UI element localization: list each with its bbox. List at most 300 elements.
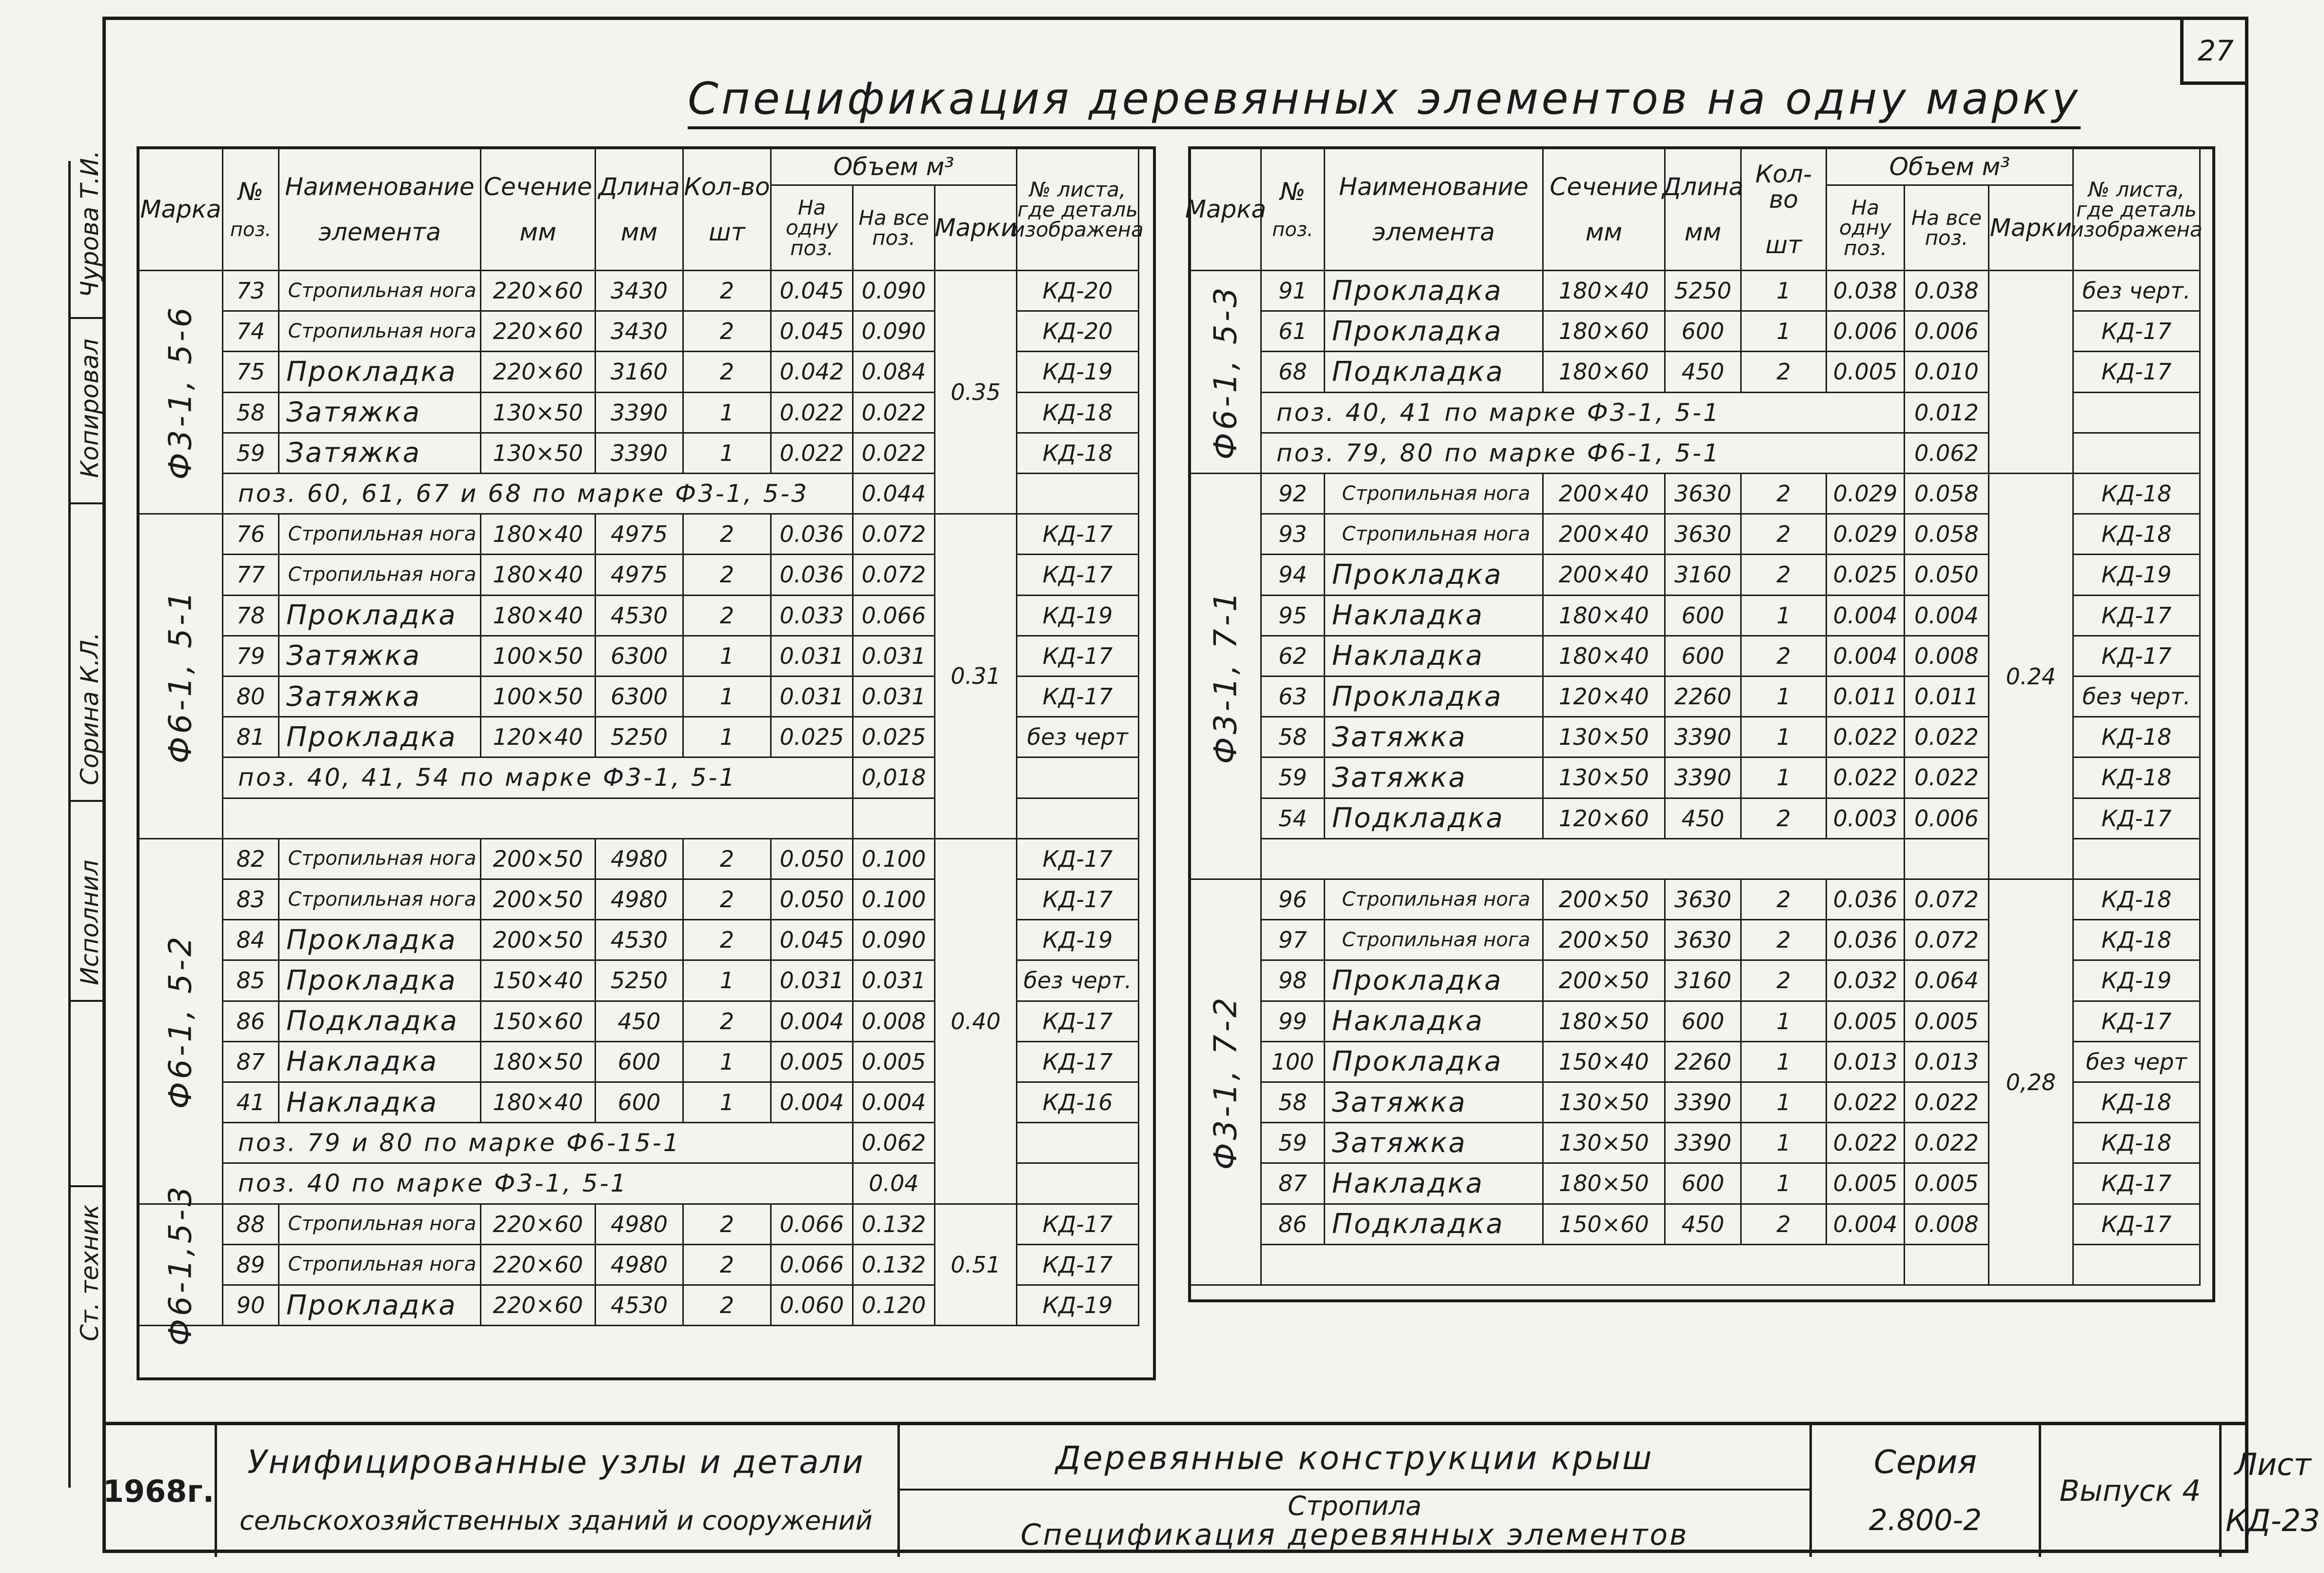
row-sheet-ref: КД-19	[2074, 961, 2201, 1001]
margin-stamp	[68, 150, 105, 1488]
row-vol-all: 0.013	[1905, 1042, 1989, 1083]
row-vol-all: 0.022	[1905, 758, 1989, 798]
row-qty: 2	[684, 596, 772, 637]
row-length: 3390	[1666, 758, 1742, 798]
group-mark	[1191, 880, 1262, 1286]
row-vol-one: 0.050	[772, 880, 854, 920]
row-section: 120×60	[1544, 799, 1666, 839]
row-vol-all: 0.050	[1905, 555, 1989, 596]
row-qty: 1	[1742, 1083, 1827, 1123]
group-volume-mark: 0.31	[935, 515, 1017, 839]
row-vol-all: 0.004	[854, 1083, 935, 1123]
row-name: Прокладка	[279, 961, 481, 1001]
row-vol-all: 0.132	[854, 1245, 935, 1286]
row-section: 150×60	[1544, 1205, 1666, 1245]
header-qty-unit: шт	[1765, 230, 1802, 259]
row-name: Стропильная нога	[279, 1205, 481, 1245]
row-length: 3390	[1666, 1123, 1742, 1164]
row-length: 5250	[596, 717, 684, 758]
row-sheet-ref: КД-18	[2074, 515, 2201, 555]
row-qty: 2	[684, 271, 772, 312]
note-sheet-ref	[2074, 1245, 2201, 1286]
row-sheet-ref: КД-19	[1017, 352, 1139, 393]
row-sheet-ref: КД-17	[2074, 1002, 2201, 1042]
row-sheet-ref: КД-18	[2074, 1123, 2201, 1164]
row-section: 200×50	[481, 839, 596, 880]
row-section: 130×50	[481, 434, 596, 474]
row-section: 200×50	[1544, 880, 1666, 920]
row-vol-all: 0.031	[854, 677, 935, 717]
row-vol-all: 0.031	[854, 961, 935, 1001]
row-pos: 61	[1262, 312, 1325, 352]
row-qty: 1	[684, 393, 772, 434]
row-vol-all: 0.011	[1905, 677, 1989, 717]
row-vol-one: 0.031	[772, 961, 854, 1001]
row-vol-one: 0.038	[1827, 271, 1905, 312]
row-length: 3430	[596, 312, 684, 352]
header-pos	[223, 149, 279, 271]
row-vol-one: 0.036	[1827, 880, 1905, 920]
row-vol-one: 0.022	[1827, 1123, 1905, 1164]
row-name: Стропильная нога	[279, 839, 481, 880]
row-section: 220×60	[481, 1245, 596, 1286]
row-name: Прокладка	[1325, 677, 1544, 717]
row-name: Затяжка	[1325, 1123, 1544, 1164]
row-vol-one: 0.036	[1827, 920, 1905, 961]
row-vol-all: 0.025	[854, 717, 935, 758]
row-section: 180×40	[481, 596, 596, 637]
row-section: 180×50	[1544, 1002, 1666, 1042]
note-sheet-ref	[2074, 434, 2201, 474]
group-volume-mark: 0.40	[935, 839, 1017, 1205]
row-section: 220×60	[481, 352, 596, 393]
row-name: Затяжка	[279, 434, 481, 474]
header-qty-main: Кол-во	[1755, 159, 1812, 214]
row-vol-one: 0.066	[772, 1205, 854, 1245]
row-section: 180×50	[481, 1042, 596, 1083]
row-vol-one: 0.036	[772, 555, 854, 596]
page-title: Спецификация деревянных элементов на одну марку	[688, 73, 2081, 129]
row-name: Затяжка	[1325, 717, 1544, 758]
row-vol-one: 0.005	[772, 1042, 854, 1083]
row-pos: 90	[223, 1286, 279, 1326]
row-length: 2260	[1666, 1042, 1742, 1083]
row-qty: 2	[1742, 555, 1827, 596]
group-mark	[139, 515, 223, 839]
row-section: 220×60	[481, 1286, 596, 1326]
header-section-unit: мм	[1585, 218, 1623, 246]
row-sheet-ref: КД-19	[2074, 555, 2201, 596]
row-pos: 98	[1262, 961, 1325, 1001]
row-section: 150×60	[481, 1002, 596, 1042]
row-pos: 74	[223, 312, 279, 352]
row-qty: 1	[1742, 1042, 1827, 1083]
row-section: 120×40	[1544, 677, 1666, 717]
row-vol-all: 0.031	[854, 637, 935, 677]
row-section: 180×40	[481, 515, 596, 555]
stamp-label: Сорина К.Л.	[76, 632, 104, 785]
row-length: 3630	[1666, 474, 1742, 515]
note-sheet-ref	[1017, 758, 1139, 798]
row-vol-all: 0.006	[1905, 799, 1989, 839]
row-sheet-ref: КД-18	[1017, 434, 1139, 474]
header-sheet-ref: № листа, где деталь изображена	[1017, 149, 1139, 271]
row-length: 3630	[1666, 880, 1742, 920]
group-volume-mark: 0,28	[1989, 880, 2074, 1286]
sheet-number: 27	[2198, 34, 2234, 67]
row-qty: 2	[684, 352, 772, 393]
row-qty: 2	[1742, 961, 1827, 1001]
tb-issue: Выпуск 4	[2039, 1425, 2219, 1557]
note-row: поз. 60, 61, 67 и 68 по марке Ф3-1, 5-3	[223, 474, 854, 515]
row-section: 220×60	[481, 312, 596, 352]
row-qty: 1	[1742, 1002, 1827, 1042]
row-sheet-ref: КД-18	[2074, 920, 2201, 961]
row-sheet-ref: КД-17	[1017, 1042, 1139, 1083]
row-length: 600	[1666, 1002, 1742, 1042]
header-name-main: Наименование	[285, 173, 475, 201]
stamp-label: Чурова Т.И.	[76, 150, 104, 298]
row-qty: 1	[1742, 271, 1827, 312]
header-sheet-ref: № листа, где деталь изображена	[2074, 149, 2201, 271]
header-length-main: Длина	[598, 173, 680, 201]
row-length: 450	[1666, 1205, 1742, 1245]
row-qty: 1	[1742, 596, 1827, 637]
header-qty-main: Кол-во	[684, 173, 770, 201]
row-name: Прокладка	[279, 920, 481, 961]
tb-sheet-value: КД-23	[2225, 1502, 2320, 1538]
row-qty: 2	[1742, 474, 1827, 515]
note-row	[223, 799, 854, 839]
row-vol-all: 0.058	[1905, 474, 1989, 515]
row-vol-one: 0.022	[772, 393, 854, 434]
note-sheet-ref	[1017, 1123, 1139, 1164]
row-vol-all: 0.022	[854, 393, 935, 434]
row-pos: 86	[223, 1002, 279, 1042]
row-qty: 2	[684, 515, 772, 555]
row-sheet-ref: без черт.	[1017, 961, 1139, 1001]
row-qty: 1	[1742, 312, 1827, 352]
row-length: 450	[596, 1002, 684, 1042]
header-volume: Объем м³	[772, 149, 1017, 186]
note-sheet-ref	[1017, 474, 1139, 515]
header-name-sub: элемента	[1372, 218, 1495, 246]
row-length: 3390	[1666, 717, 1742, 758]
group-mark	[139, 839, 223, 1205]
row-section: 180×50	[1544, 1164, 1666, 1204]
row-pos: 63	[1262, 677, 1325, 717]
row-vol-one: 0.003	[1827, 799, 1905, 839]
title-block	[102, 1422, 2320, 1557]
stamp-label: Ст. техник	[76, 1204, 104, 1341]
note-vol-all: 0.04	[854, 1164, 935, 1204]
tb-project-line2: сельскохозяйственных зданий и сооружений	[239, 1505, 873, 1536]
row-section: 200×50	[481, 880, 596, 920]
note-sheet-ref	[2074, 839, 2201, 880]
note-sheet-ref	[1017, 799, 1139, 839]
row-name: Накладка	[1325, 1002, 1544, 1042]
row-vol-all: 0.072	[854, 515, 935, 555]
row-vol-all: 0.084	[854, 352, 935, 393]
note-row: поз. 79 и 80 по марке Ф6-15-1	[223, 1123, 854, 1164]
row-pos: 87	[223, 1042, 279, 1083]
row-length: 4975	[596, 555, 684, 596]
row-vol-all: 0.066	[854, 596, 935, 637]
row-pos: 59	[223, 434, 279, 474]
row-vol-one: 0.011	[1827, 677, 1905, 717]
header-length-unit: мм	[620, 218, 658, 246]
row-pos: 81	[223, 717, 279, 758]
row-length: 3160	[596, 352, 684, 393]
row-section: 100×50	[481, 677, 596, 717]
row-vol-one: 0.006	[1827, 312, 1905, 352]
row-vol-one: 0.004	[1827, 637, 1905, 677]
row-section: 130×50	[481, 393, 596, 434]
row-name: Прокладка	[1325, 1042, 1544, 1083]
row-name: Стропильная нога	[1325, 515, 1544, 555]
row-vol-one: 0.029	[1827, 474, 1905, 515]
row-name: Стропильная нога	[279, 880, 481, 920]
row-pos: 88	[223, 1205, 279, 1245]
row-length: 450	[1666, 799, 1742, 839]
row-vol-one: 0.060	[772, 1286, 854, 1326]
row-sheet-ref: КД-17	[2074, 596, 2201, 637]
row-pos: 91	[1262, 271, 1325, 312]
row-pos: 62	[1262, 637, 1325, 677]
row-section: 200×40	[1544, 474, 1666, 515]
row-name: Подкладка	[1325, 352, 1544, 393]
row-sheet-ref: КД-17	[2074, 352, 2201, 393]
row-section: 220×60	[481, 1205, 596, 1245]
row-qty: 2	[1742, 920, 1827, 961]
row-qty: 2	[1742, 1205, 1827, 1245]
row-vol-all: 0.090	[854, 920, 935, 961]
row-section: 150×40	[481, 961, 596, 1001]
tb-subject: Деревянные конструкции крыш	[1055, 1439, 1654, 1477]
row-vol-one: 0.036	[772, 515, 854, 555]
row-name: Накладка	[279, 1042, 481, 1083]
row-name: Прокладка	[1325, 312, 1544, 352]
row-sheet-ref: КД-17	[1017, 1002, 1139, 1042]
group-mark	[1191, 271, 1262, 474]
row-vol-one: 0.045	[772, 271, 854, 312]
row-name: Стропильная нога	[279, 1245, 481, 1286]
row-pos: 59	[1262, 758, 1325, 798]
note-vol-all: 0.044	[854, 474, 935, 515]
row-vol-all: 0.100	[854, 839, 935, 880]
note-row: поз. 40 по марке Ф3-1, 5-1	[223, 1164, 854, 1204]
header-mark: Марка	[1191, 149, 1262, 271]
row-vol-all: 0.022	[854, 434, 935, 474]
row-length: 4980	[596, 880, 684, 920]
row-vol-one: 0.004	[1827, 596, 1905, 637]
row-vol-one: 0.045	[772, 920, 854, 961]
row-length: 600	[1666, 312, 1742, 352]
row-qty: 2	[684, 920, 772, 961]
row-pos: 41	[223, 1083, 279, 1123]
row-name: Прокладка	[1325, 271, 1544, 312]
row-vol-one: 0.025	[1827, 555, 1905, 596]
row-qty: 2	[1742, 352, 1827, 393]
header-length-unit: мм	[1684, 218, 1722, 246]
header-section	[481, 149, 596, 271]
row-length: 3390	[596, 434, 684, 474]
header-vol-mark: Марки	[935, 186, 1017, 271]
row-vol-all: 0.008	[1905, 1205, 1989, 1245]
tb-sheet-label: Лист	[2234, 1446, 2311, 1482]
row-pos: 94	[1262, 555, 1325, 596]
row-pos: 73	[223, 271, 279, 312]
row-length: 600	[596, 1083, 684, 1123]
row-vol-one: 0.022	[1827, 758, 1905, 798]
row-section: 200×40	[1544, 515, 1666, 555]
row-section: 100×50	[481, 637, 596, 677]
row-sheet-ref: КД-18	[2074, 758, 2201, 798]
row-pos: 58	[223, 393, 279, 434]
header-qty	[1742, 149, 1827, 271]
row-length: 5250	[596, 961, 684, 1001]
row-vol-all: 0.004	[1905, 596, 1989, 637]
row-qty: 2	[684, 1286, 772, 1326]
row-sheet-ref: КД-17	[1017, 880, 1139, 920]
row-pos: 54	[1262, 799, 1325, 839]
row-name: Стропильная нога	[1325, 880, 1544, 920]
row-sheet-ref: КД-18	[2074, 1083, 2201, 1123]
row-vol-one: 0.029	[1827, 515, 1905, 555]
header-pos-sub: поз.	[1272, 218, 1313, 241]
note-row	[1262, 1245, 1905, 1286]
row-vol-one: 0.031	[772, 677, 854, 717]
row-section: 180×60	[1544, 352, 1666, 393]
row-vol-one: 0.022	[1827, 1083, 1905, 1123]
row-vol-all: 0.006	[1905, 312, 1989, 352]
group-mark-label: Ф6-1, 5-1	[162, 589, 199, 764]
row-vol-one: 0.033	[772, 596, 854, 637]
header-length	[596, 149, 684, 271]
row-name: Прокладка	[279, 1286, 481, 1326]
row-sheet-ref: КД-17	[2074, 637, 2201, 677]
note-vol-all: 0.062	[1905, 434, 1989, 474]
row-vol-one: 0.042	[772, 352, 854, 393]
row-vol-one: 0.004	[772, 1083, 854, 1123]
row-vol-one: 0.013	[1827, 1042, 1905, 1083]
row-section: 180×40	[1544, 271, 1666, 312]
row-qty: 1	[684, 1042, 772, 1083]
row-section: 200×50	[1544, 961, 1666, 1001]
row-pos: 89	[223, 1245, 279, 1286]
row-length: 3630	[1666, 515, 1742, 555]
row-sheet-ref: КД-17	[1017, 515, 1139, 555]
header-vol-all: На все поз.	[854, 186, 935, 271]
row-sheet-ref: без черт	[1017, 717, 1139, 758]
note-vol-all: 0.012	[1905, 393, 1989, 434]
row-vol-all: 0.005	[1905, 1164, 1989, 1204]
tb-series-label: Серия	[1873, 1443, 1977, 1481]
row-section: 130×50	[1544, 1083, 1666, 1123]
row-name: Затяжка	[1325, 758, 1544, 798]
row-length: 3390	[596, 393, 684, 434]
row-name: Прокладка	[1325, 555, 1544, 596]
row-pos: 78	[223, 596, 279, 637]
row-vol-one: 0.031	[772, 637, 854, 677]
row-length: 2260	[1666, 677, 1742, 717]
row-sheet-ref: КД-20	[1017, 312, 1139, 352]
header-qty-unit: шт	[709, 218, 745, 246]
group-mark-label: Ф6-1, 5-3	[1208, 284, 1244, 459]
row-length: 3390	[1666, 1083, 1742, 1123]
row-qty: 1	[684, 1083, 772, 1123]
note-vol-all: 0,018	[854, 758, 935, 798]
row-vol-all: 0.132	[854, 1205, 935, 1245]
header-section-main: Сечение	[1549, 173, 1658, 201]
row-qty: 1	[1742, 758, 1827, 798]
row-pos: 85	[223, 961, 279, 1001]
note-vol-all	[1905, 839, 1989, 880]
row-pos: 84	[223, 920, 279, 961]
stamp-divider	[71, 1000, 105, 1002]
row-vol-all: 0.120	[854, 1286, 935, 1326]
row-section: 200×50	[1544, 920, 1666, 961]
note-row: поз. 40, 41 по марке Ф3-1, 5-1	[1262, 393, 1905, 434]
header-section	[1544, 149, 1666, 271]
row-section: 130×50	[1544, 758, 1666, 798]
header-vol-one: На одну поз.	[1827, 186, 1905, 271]
group-mark	[139, 1183, 223, 1346]
row-section: 130×50	[1544, 1123, 1666, 1164]
row-vol-all: 0.038	[1905, 271, 1989, 312]
row-sheet-ref: КД-18	[2074, 880, 2201, 920]
row-sheet-ref: КД-18	[2074, 474, 2201, 515]
row-vol-all: 0.090	[854, 271, 935, 312]
row-vol-all: 0.064	[1905, 961, 1989, 1001]
stamp-label: Копировал	[76, 338, 104, 478]
row-qty: 2	[684, 555, 772, 596]
row-qty: 2	[684, 312, 772, 352]
row-sheet-ref: КД-17	[2074, 799, 2201, 839]
row-pos: 76	[223, 515, 279, 555]
group-mark	[1191, 474, 1262, 880]
row-section: 130×50	[1544, 717, 1666, 758]
row-vol-all: 0.022	[1905, 1123, 1989, 1164]
row-pos: 75	[223, 352, 279, 393]
row-name: Подкладка	[1325, 799, 1544, 839]
group-volume-mark: 0.24	[1989, 474, 2074, 880]
row-vol-one: 0.005	[1827, 1002, 1905, 1042]
row-vol-one: 0.004	[772, 1002, 854, 1042]
row-pos: 82	[223, 839, 279, 880]
row-name: Подкладка	[279, 1002, 481, 1042]
row-vol-one: 0.005	[1827, 352, 1905, 393]
row-qty: 2	[1742, 799, 1827, 839]
row-name: Затяжка	[279, 393, 481, 434]
row-qty: 1	[1742, 677, 1827, 717]
row-length: 450	[1666, 352, 1742, 393]
stamp-divider	[71, 502, 105, 504]
group-mark-label: Ф6-1,5-3	[162, 1183, 199, 1346]
header-vol-all: На все поз.	[1905, 186, 1989, 271]
row-sheet-ref: КД-17	[2074, 1205, 2201, 1245]
row-section: 180×60	[1544, 312, 1666, 352]
header-pos-sub: поз.	[230, 218, 272, 241]
row-length: 5250	[1666, 271, 1742, 312]
stamp-divider	[71, 1185, 105, 1187]
row-section: 180×40	[1544, 637, 1666, 677]
row-pos: 58	[1262, 717, 1325, 758]
row-vol-all: 0.008	[1905, 637, 1989, 677]
row-length: 4530	[596, 596, 684, 637]
row-vol-one: 0.022	[1827, 717, 1905, 758]
row-vol-all: 0.072	[1905, 880, 1989, 920]
